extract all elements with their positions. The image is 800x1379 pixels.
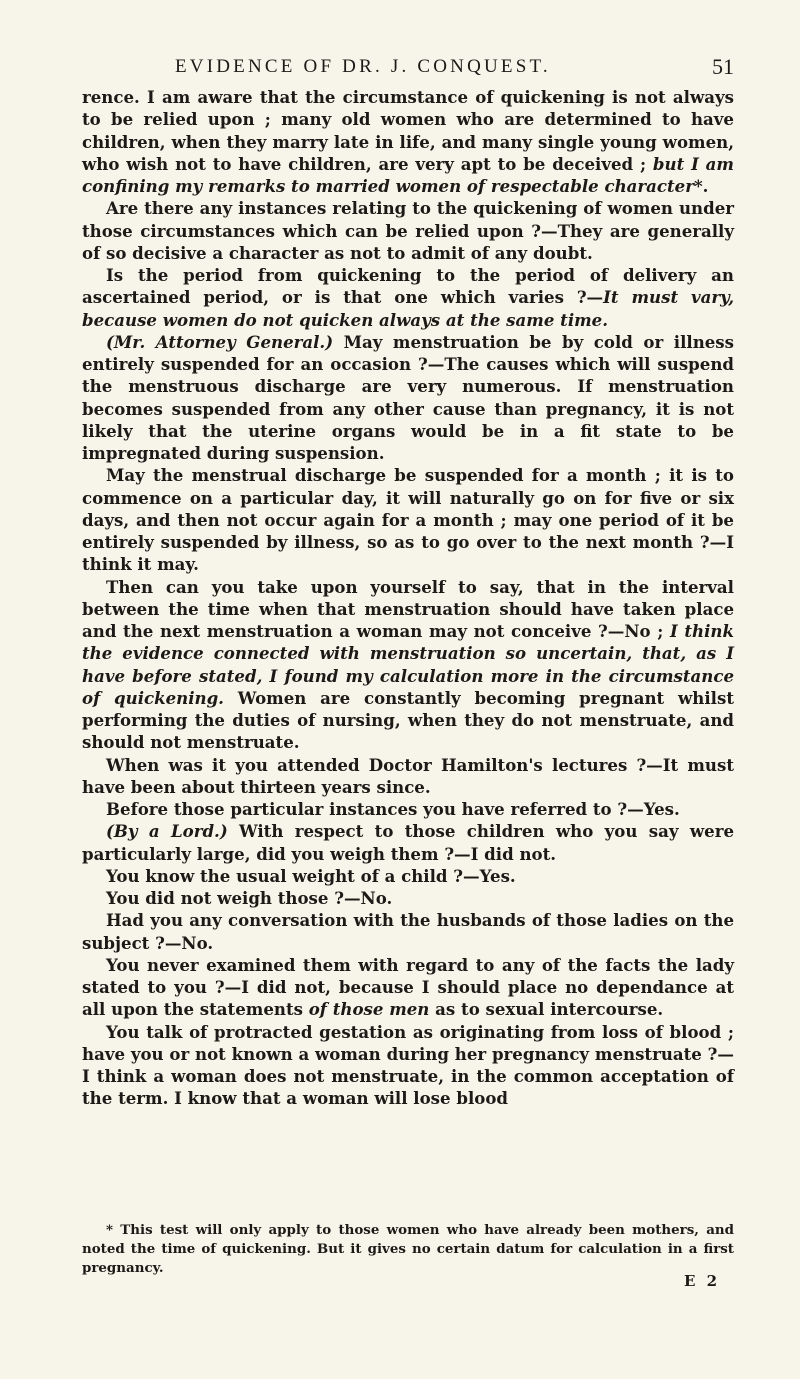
text-run: You talk of protracted gestation as originating from loss of blood ; have you or not known a woman during her pregnancy menstruate ?—I think a woman does not menstruate, in the common acceptation of the term. I know that a woman will lose blood [82,1021,734,1109]
italic-text-run: It must vary, because women do not quicken always at the same time. [82,287,734,330]
text-run: as to sexual intercourse. [429,999,664,1020]
paragraph [82,909,734,954]
text-run: rence. I am aware that the circumstance of quickening is not always to be relied upon ; many old women who are determined to have children, when they marry late in life, and many single young women, who wish not to have children, are very apt to be deceived ; [82,87,734,174]
header-title: EVIDENCE OF DR. J. CONQUEST. [175,56,551,77]
paragraph [82,331,734,465]
paragraph [82,197,734,264]
text-run: *. [693,176,709,196]
footnote-text: * This test will only apply to those women who have already been mothers, and noted the time of quickening. But it gives no certain datum for calculation in a first pregnancy. [82,1222,734,1276]
text-run: When was it you attended Doctor Hamilton's lectures ?—It must have been about thirteen years since. [82,754,734,797]
page-number: 51 [712,54,734,79]
paragraph [82,264,734,331]
paragraph [82,1021,734,1110]
paragraph [82,820,734,865]
text-run: May menstruation be by cold or illness entirely suspended for an occasion ?—The causes which will suspend the menstruous discharge are very numerous. If menstruation becomes suspended from any other cause than pregnancy, it is not likely that the uterine organs would be in a fit state to be impregnated during suspension. [82,331,734,463]
text-run: May the menstrual discharge be suspended for a month ; it is to commence on a particular day, it will naturally go on for five or six days, and then not occur again for a month ; may one period of it be entirely suspended by illness, so as to go over to the next month ?—I think it may. [82,465,734,575]
paragraph [82,576,734,754]
text-run: You never examined them with regard to any of the facts the lady stated to you ?—I did not, because I should place no dependance at all upon the statements [82,954,734,1020]
text-run: You know the usual weight of a child ?—Yes. [106,865,516,886]
text-run: Before those particular instances you have referred to ?—Yes. [106,799,680,819]
body-text [82,86,734,1110]
footnote [82,1221,734,1278]
italic-text-run: (By a Lord.) [106,821,228,842]
text-run: Women are constantly becoming pregnant whilst performing the duties of nursing, when they do not menstruate, and should not menstruate. [82,687,734,753]
paragraph [82,754,734,799]
signature-mark: E 2 [684,1272,721,1290]
paragraph [82,865,734,887]
text-run: Are there any instances relating to the quickening of women under those circumstances which can be relied upon ?—They are generally of so decisive a character as not to admit of any doubt. [82,198,734,263]
text-run: Had you any conversation with the husbands of those ladies on the subject ?—No. [82,910,734,953]
paragraph [82,887,734,909]
italic-text-run: (Mr. Attorney General.) [106,331,334,352]
italic-text-run: but I am confining my remarks to married women of respectable character [82,153,734,196]
text-run: You did not weigh those ?—No. [106,888,393,908]
paragraph [82,86,734,197]
italic-text-run: I think the evidence connected with menstruation so uncertain, that, as I have before stated, I found my calculation more in the circumstance of quickening. [82,621,734,708]
italic-text-run: of those men [308,999,430,1020]
paragraph [82,798,734,820]
text-run: With respect to those children who you say were particularly large, did you weigh them ?—I did not. [82,821,734,864]
paragraph [82,954,734,1021]
paragraph [82,464,734,575]
text-run: Is the period from quickening to the period of delivery an ascertained period, or is that one which varies ?— [82,265,734,308]
text-run: Then can you take upon yourself to say, that in the interval between the time when that menstruation should have taken place and the next menstruation a woman may not conceive ?—No ; [82,576,734,641]
